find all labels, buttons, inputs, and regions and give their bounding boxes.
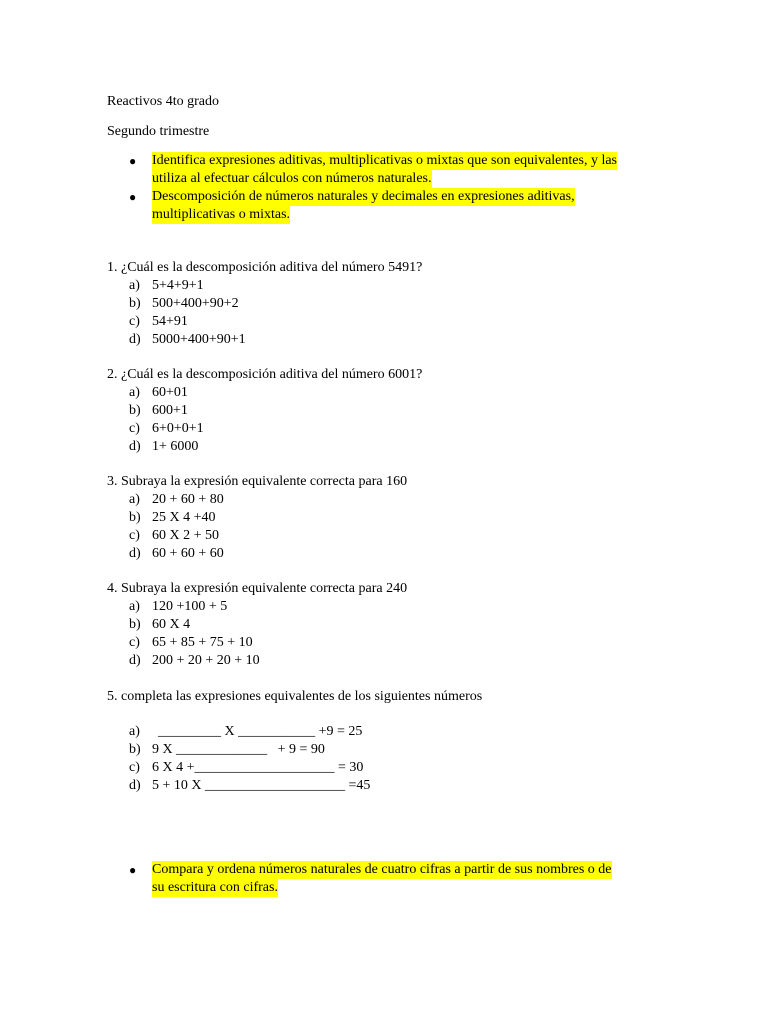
option-text: 25 X 4 +40	[152, 510, 216, 525]
option-text: 5 + 10 X ____________________ =45	[152, 778, 371, 793]
objective-line: Compara y ordena números naturales de cuatro cifras a partir de sus nombres o de	[152, 862, 612, 877]
option-text: 5+4+9+1	[152, 278, 204, 293]
bullet-icon: ●	[129, 863, 137, 877]
option-marker: b)	[129, 742, 141, 757]
option-text: 60 X 4	[152, 617, 191, 632]
option-marker: d)	[129, 332, 141, 347]
option-marker: d)	[129, 439, 141, 454]
option-text: 60 + 60 + 60	[152, 546, 224, 561]
objective-line: utiliza al efectuar cálculos con números naturales.	[152, 171, 432, 186]
objective-line: Descomposición de números naturales y decimales en expresiones aditivas,	[152, 189, 575, 204]
option-text: 6 X 4 +____________________ = 30	[152, 760, 364, 775]
option-marker: b)	[129, 403, 141, 418]
option-text: 6+0+0+1	[152, 421, 204, 436]
option-marker: d)	[129, 546, 141, 561]
question-prompt: 4. Subraya la expresión equivalente correcta para 240	[107, 581, 408, 596]
option-text: 200 + 20 + 20 + 10	[152, 653, 260, 668]
question-prompt: 3. Subraya la expresión equivalente correcta para 160	[107, 474, 408, 489]
option-text: 60+01	[152, 385, 188, 400]
page-title: Reactivos 4to grado	[107, 94, 219, 109]
option-marker: a)	[129, 724, 140, 739]
option-text: 9 X _____________ + 9 = 90	[152, 742, 325, 757]
page-subtitle: Segundo trimestre	[107, 124, 210, 139]
bullet-icon: ●	[129, 154, 137, 168]
option-text: 5000+400+90+1	[152, 332, 246, 347]
option-marker: a)	[129, 599, 140, 614]
objective-line: multiplicativas o mixtas.	[152, 207, 291, 222]
question-prompt: 5. completa las expresiones equivalentes de los siguientes números	[107, 689, 483, 704]
option-marker: c)	[129, 760, 140, 775]
option-text: 120 +100 + 5	[152, 599, 228, 614]
option-text: 1+ 6000	[152, 439, 199, 454]
option-text: 54+91	[152, 314, 188, 329]
objective-line: Identifica expresiones aditivas, multiplicativas o mixtas que son equivalentes, y las	[152, 153, 617, 168]
question-prompt: 2. ¿Cuál es la descomposición aditiva del número 6001?	[107, 367, 423, 382]
option-marker: b)	[129, 617, 141, 632]
option-text: 600+1	[152, 403, 188, 418]
option-text: _________ X ___________ +9 = 25	[158, 724, 363, 739]
option-text: 500+400+90+2	[152, 296, 239, 311]
option-marker: d)	[129, 778, 141, 793]
option-marker: c)	[129, 421, 140, 436]
option-marker: c)	[129, 635, 140, 650]
option-marker: d)	[129, 653, 141, 668]
option-marker: b)	[129, 296, 141, 311]
objective-line: su escritura con cifras.	[152, 880, 278, 895]
bullet-icon: ●	[129, 190, 137, 204]
option-marker: a)	[129, 385, 140, 400]
option-marker: b)	[129, 510, 141, 525]
option-text: 60 X 2 + 50	[152, 528, 220, 543]
option-text: 65 + 85 + 75 + 10	[152, 635, 253, 650]
option-marker: a)	[129, 278, 140, 293]
option-marker: a)	[129, 492, 140, 507]
option-text: 20 + 60 + 80	[152, 492, 224, 507]
question-prompt: 1. ¿Cuál es la descomposición aditiva del número 5491?	[107, 260, 423, 275]
option-marker: c)	[129, 528, 140, 543]
option-marker: c)	[129, 314, 140, 329]
